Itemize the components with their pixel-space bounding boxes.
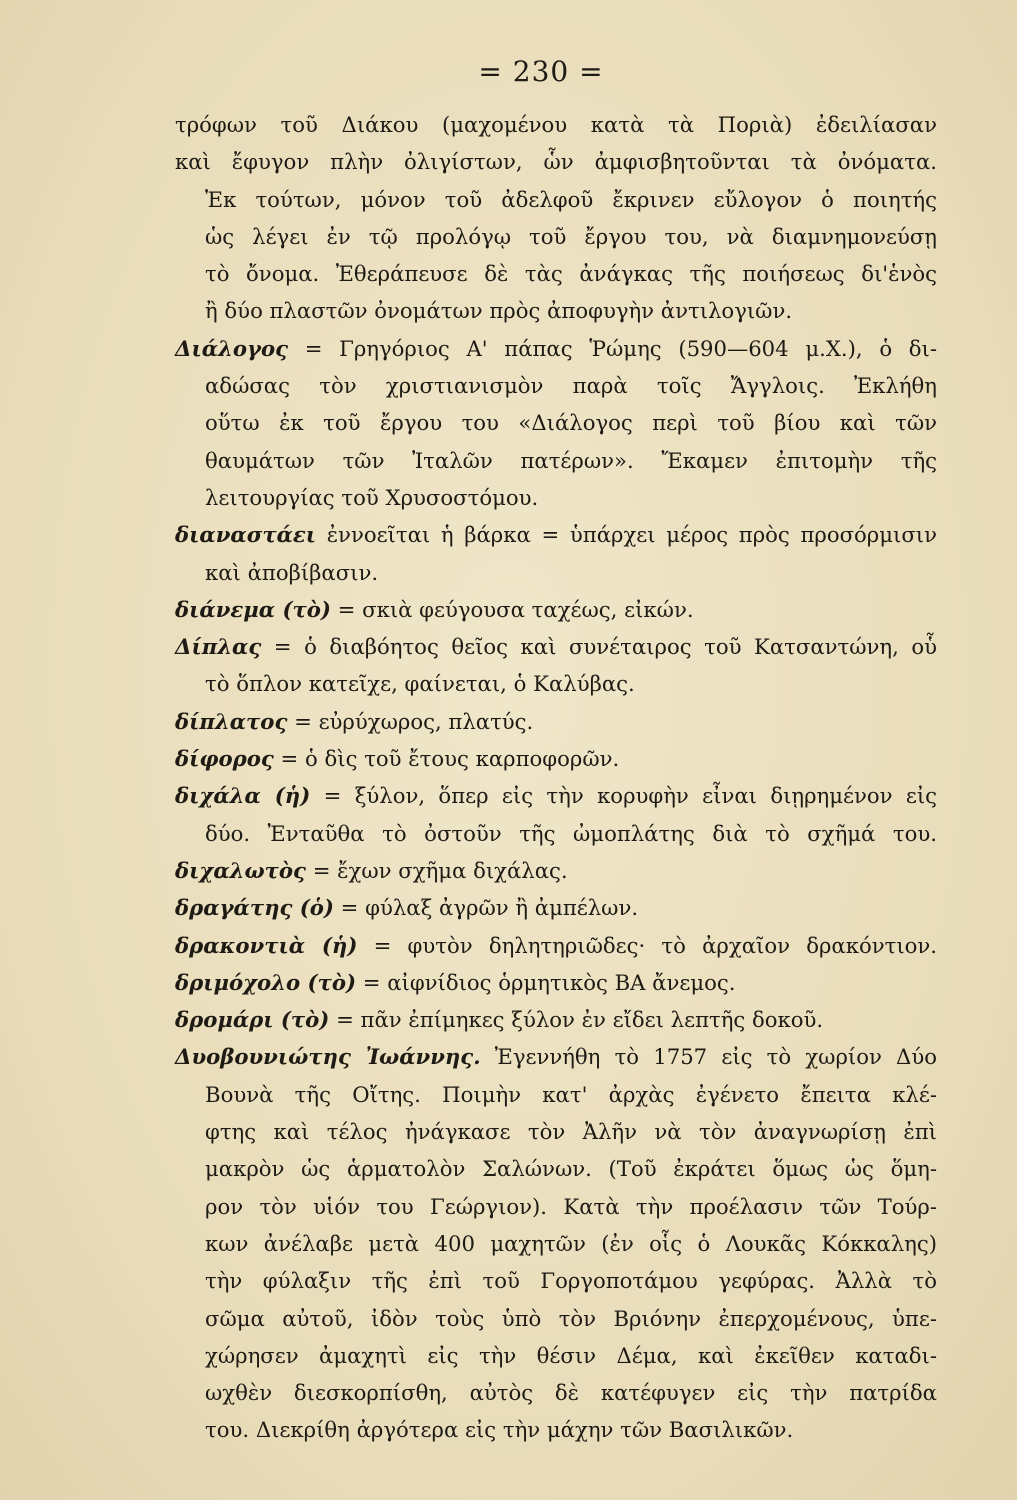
- dictionary-entry-line: [175, 591, 937, 628]
- text-line: [175, 255, 937, 292]
- text-line: [175, 665, 937, 702]
- line-text: χώρησεν ἀμαχητὶ εἰς τὴν θέσιν Δέμα, καὶ ἐκεῖθεν καταδι-: [205, 1342, 937, 1368]
- entry-headword: Δίπλας: [175, 634, 262, 660]
- text-line: [175, 1411, 937, 1448]
- text-line: [175, 1150, 937, 1187]
- line-text: ἐννοεῖται ἡ βάρκα = ὑπάρχει μέρος πρὸς προσόρμισιν: [316, 522, 937, 548]
- dictionary-entry-line: [175, 1038, 937, 1075]
- line-text: τὸ ὄνομα. Ἐθεράπευσε δὲ τὰς ἀνάγκας τῆς ποιήσεως δι'ἑνὸς: [205, 261, 937, 287]
- line-text: Ἐκ τούτων, μόνον τοῦ ἀδελφοῦ ἔκρινεν εὔλογον ὁ ποιητής: [205, 186, 937, 212]
- entry-headword: Δυοβουνιώτης Ἰωάννης.: [175, 1044, 481, 1070]
- line-text: = αἰφνίδιος ὁρμητικὸς ΒΑ ἄνεμος.: [355, 969, 736, 995]
- text-line: [175, 404, 937, 441]
- line-text: ρον τὸν υἱόν του Γεώργιον). Κατὰ τὴν προέλασιν τῶν Τούρ-: [205, 1193, 937, 1219]
- line-text: του. Διεκρίθη ἀργότερα εἰς τὴν μάχην τῶν Βασιλικῶν.: [205, 1417, 794, 1443]
- line-text: κων ἀνέλαβε μετὰ 400 μαχητῶν (ἐν οἷς ὁ Λουκᾶς Κόκκαλης): [205, 1230, 937, 1256]
- dictionary-entry-line: [175, 927, 937, 964]
- text-line: [175, 1188, 937, 1225]
- entry-headword: διχαλωτὸς: [175, 857, 306, 883]
- entry-headword: δρακοντιὰ (ἡ): [175, 932, 358, 958]
- text-line: [175, 1113, 937, 1150]
- entry-headword: δρομάρι (τὸ): [175, 1007, 330, 1033]
- text-line: [175, 106, 937, 143]
- dictionary-entry-line: [175, 777, 937, 814]
- page-text: [175, 106, 937, 1449]
- line-text: = φύλαξ ἀγρῶν ἢ ἀμπέλων.: [333, 895, 639, 921]
- line-text: = ξύλον, ὅπερ εἰς τὴν κορυφὴν εἶναι διῃρημένον εἰς: [310, 783, 937, 809]
- line-text: = πᾶν ἐπίμηκες ξύλον ἐν εἴδει λεπτῆς δοκοῦ.: [329, 1007, 824, 1033]
- dictionary-entry-line: [175, 964, 937, 1001]
- entry-headword: δίπλατος: [175, 708, 288, 734]
- entry-headword: δίφορος: [175, 746, 274, 772]
- line-text: οὕτω ἐκ τοῦ ἔργου του «Διάλογος περὶ τοῦ βίου καὶ τῶν: [205, 410, 937, 436]
- line-text: μακρὸν ὡς ἁρματολὸν Σαλώνων. (Τοῦ ἐκράτει ὅμως ὡς ὅμη-: [205, 1156, 937, 1182]
- text-line: [175, 1374, 937, 1411]
- dictionary-entry-line: [175, 330, 937, 367]
- line-text: θαυμάτων τῶν Ἰταλῶν πατέρων». Ἔκαμεν ἐπιτομὴν τῆς: [205, 447, 937, 473]
- line-text: τὸ ὅπλον κατεῖχε, φαίνεται, ὁ Καλύβας.: [205, 671, 635, 697]
- text-line: [175, 1337, 937, 1374]
- line-text: ἢ δύο πλαστῶν ὀνομάτων πρὸς ἀποφυγὴν ἀντιλογιῶν.: [205, 298, 793, 324]
- text-line: [175, 815, 937, 852]
- line-text: = ἔχων σχῆμα διχάλας.: [305, 857, 568, 883]
- line-text: τρόφων τοῦ Διάκου (μαχομένου κατὰ τὰ Ποριὰ) ἐδειλίασαν: [175, 112, 937, 137]
- line-text: ωχθὲν διεσκορπίσθη, αὐτὸς δὲ κατέφυγεν εἰς τὴν πατρίδα: [205, 1380, 937, 1406]
- entry-headword: διαναστάει: [175, 522, 317, 548]
- text-line: [175, 1300, 937, 1337]
- line-text: δύο. Ἐνταῦθα τὸ ὀστοῦν τῆς ὠμοπλάτης διὰ τὸ σχῆμά του.: [205, 820, 937, 846]
- entry-headword: δραγάτης (ὁ): [175, 895, 334, 921]
- text-line: [175, 442, 937, 479]
- text-line: [175, 143, 937, 180]
- line-text: αδώσας τὸν χριστιανισμὸν παρὰ τοῖς Ἄγγλοις. Ἐκλήθη: [205, 373, 937, 399]
- entry-headword: Διάλογος: [175, 335, 289, 361]
- line-text: = Γρηγόριος Α' πάπας Ῥώμης (590—604 μ.Χ.), ὁ δι-: [288, 335, 937, 361]
- line-text: = ὁ διαβόητος θεῖος καὶ συνέταιρος τοῦ Κατσαντώνη, οὗ: [261, 634, 937, 660]
- dictionary-entry-line: [175, 889, 937, 926]
- line-text: καὶ ἔφυγον πλὴν ὀλιγίστων, ὧν ἀμφισβητοῦνται τὰ ὀνόματα.: [175, 149, 937, 175]
- dictionary-entry-line: [175, 516, 937, 553]
- line-text: = σκιὰ φεύγουσα ταχέως, εἰκών.: [330, 596, 694, 622]
- text-line: [175, 1076, 937, 1113]
- dictionary-entry-line: [175, 703, 937, 740]
- line-text: λειτουργίας τοῦ Χρυσοστόμου.: [205, 484, 539, 510]
- dictionary-entry-line: [175, 740, 937, 777]
- text-line: [175, 292, 937, 329]
- text-line: [175, 479, 937, 516]
- entry-headword: διάνεμα (τὸ): [175, 596, 331, 622]
- text-line: [175, 1262, 937, 1299]
- text-line: [175, 218, 937, 255]
- entry-headword: διχάλα (ἡ): [175, 783, 311, 809]
- dictionary-entry-line: [175, 852, 937, 889]
- line-text: Βουνὰ τῆς Οἴτης. Ποιμὴν κατ' ἀρχὰς ἐγένετο ἔπειτα κλέ-: [205, 1081, 937, 1107]
- line-text: = φυτὸν δηλητηριῶδες· τὸ ἀρχαῖον δρακόντιον.: [357, 932, 937, 958]
- page-number: = 230 =: [478, 55, 604, 88]
- line-text: καὶ ἀποβίβασιν.: [205, 559, 379, 585]
- dictionary-entry-line: [175, 628, 937, 665]
- line-text: τὴν φύλαξιν τῆς ἐπὶ τοῦ Γοργοποτάμου γεφύρας. Ἀλλὰ τὸ: [205, 1268, 937, 1294]
- dictionary-entry-line: [175, 1001, 937, 1038]
- line-text: φτης καὶ τέλος ἠνάγκασε τὸν Ἀλῆν νὰ τὸν ἀναγνωρίσῃ ἐπὶ: [205, 1119, 937, 1145]
- line-text: Ἐγεννήθη τὸ 1757 εἰς τὸ χωρίον Δύο: [480, 1044, 937, 1070]
- line-text: ὡς λέγει ἐν τῷ προλόγῳ τοῦ ἔργου του, νὰ διαμνημονεύσῃ: [205, 223, 937, 249]
- text-line: [175, 1225, 937, 1262]
- text-line: [175, 367, 937, 404]
- line-text: σῶμα αὐτοῦ, ἰδὸν τοὺς ὑπὸ τὸν Βριόνην ἐπερχομένους, ὑπε-: [205, 1305, 937, 1331]
- line-text: = ὁ δὶς τοῦ ἔτους καρποφορῶν.: [273, 746, 620, 772]
- entry-headword: δριμόχολο (τὸ): [175, 969, 356, 995]
- line-text: = εὐρύχωρος, πλατύς.: [287, 708, 534, 734]
- text-line: [175, 554, 937, 591]
- text-line: [175, 181, 937, 218]
